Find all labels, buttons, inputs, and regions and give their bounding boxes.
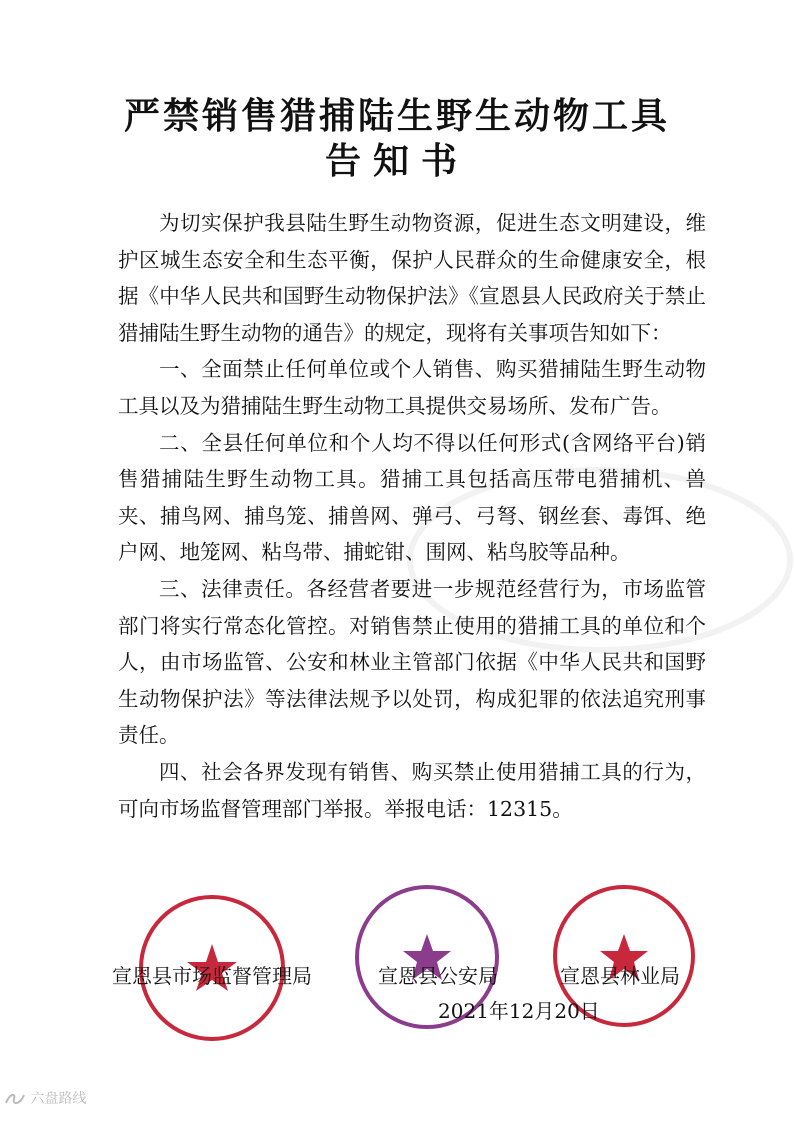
document-title-line2: 告知书 <box>324 141 469 182</box>
signers-row <box>0 960 794 990</box>
issue-date: 2021年12月20日 <box>438 999 600 1023</box>
document-body <box>118 205 706 827</box>
signer-market-supervision: 宣恩县市场监督管理局 <box>112 964 312 988</box>
watermark-logo-icon <box>4 1091 26 1107</box>
intro-paragraph: 为切实保护我县陆生野生动物资源，促进生态文明建设，维护区城生态安全和生态平衡，保护人民群众的生命健康安全，根据《中华人民共和国野生动物保护法》《宣恩县人民政府关于禁止猎捕陆生野生动物的通告》的规定，现将有关事项告知如下： <box>118 211 706 345</box>
signer-public-security: 宣恩县公安局 <box>378 964 498 988</box>
watermark-text: 六盘路线 <box>30 1091 87 1107</box>
clause-2-paragraph: 二、全县任何单位和个人均不得以任何形式(含网络平台)销售猎捕陆生野生动物工具。猎捕工具包括高压带电猎捕机、兽夹、捕鸟网、捕鸟笼、捕兽网、弹弓、弓弩、钢丝套、毒饵、绝户网、地笼网、粘鸟带、捕蛇钳、围网、粘鸟胶等品种。 <box>118 430 706 565</box>
signer-forestry: 宣恩县林业局 <box>560 964 680 988</box>
site-watermark <box>4 1088 86 1108</box>
clause-4-paragraph: 四、社会各界发现有销售、购买禁止使用猎捕工具的行为，可向市场监督管理部门举报。举报电话：12315。 <box>118 759 706 821</box>
clause-3-paragraph: 三、法律责任。各经营者要进一步规范经营行为，市场监管部门将实行常态化管控。对销售禁止使用的猎捕工具的单位和个人，由市场监管、公安和林业主管部门依据《中华人民共和国野生动物保护法》等法律法规予以处罚，构成犯罪的依法追究刑事责任。 <box>118 576 706 748</box>
document-title-line1: 严禁销售猎捕陆生野生动物工具 <box>123 96 670 137</box>
clause-1-paragraph: 一、全面禁止任何单位或个人销售、购买猎捕陆生野生动物工具以及为猎捕陆生野生动物工具提供交易场所、发布广告。 <box>118 357 706 418</box>
